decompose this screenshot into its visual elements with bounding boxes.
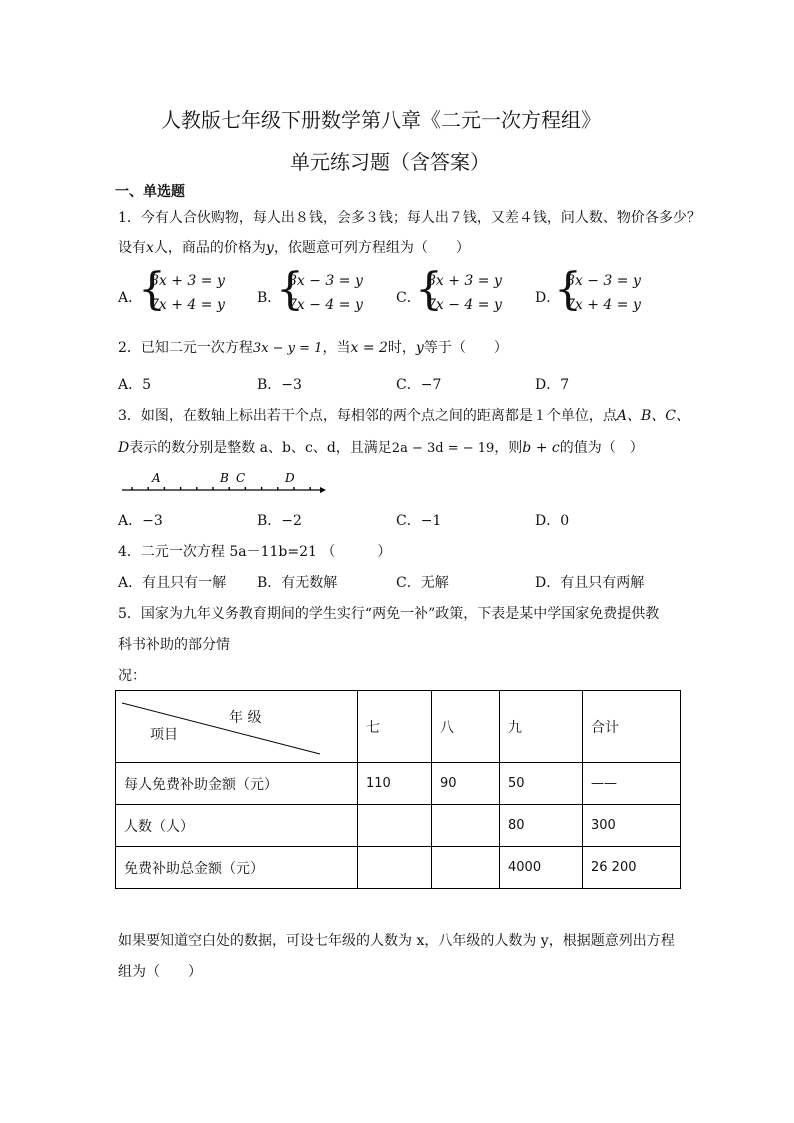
q2-text-c: 时， <box>387 340 416 356</box>
q5-after-line2: 组为（ ） <box>118 964 202 980</box>
table-header-cell: 九 <box>500 691 583 763</box>
q1-text-b: 人，商品的价格为 <box>153 240 266 256</box>
q1-option-a-eq1: 8x + 3 = y <box>150 273 225 289</box>
number-line-label-d: D <box>285 471 295 485</box>
q1-option-a-system <box>138 264 248 315</box>
q1-option-a-eq2: 7x + 4 = y <box>150 297 225 313</box>
q2-text-b: ，当 <box>322 340 351 356</box>
q4-option-d: D．有且只有两解 <box>535 575 645 591</box>
arrow-icon <box>320 487 326 493</box>
table-header-row <box>116 691 681 763</box>
q1-option-d-system <box>554 264 664 315</box>
q2-option-d: D．7 <box>535 377 570 393</box>
q3-text-c: ，则 <box>494 440 523 456</box>
q3-text-a: 3．如图，在数轴上标出若干个点，每相邻的两个点之间的距离都是１个单位，点 <box>118 408 617 424</box>
q2-condition: x = 2 <box>350 340 388 356</box>
q3-condition: 2a − 3d = − 19 <box>391 441 495 456</box>
q3-option-a: A．−3 <box>118 513 163 529</box>
table-row-label: 免费补助总金额（元） <box>116 847 358 889</box>
q1-line2 <box>118 237 470 257</box>
table-cell: 110 <box>358 763 432 805</box>
number-line-label-b: B <box>220 471 229 485</box>
table-row <box>116 847 681 889</box>
number-line-label-a: A <box>152 471 161 485</box>
q3-option-c: C．−1 <box>396 513 442 529</box>
table-cell <box>358 847 432 889</box>
q2-text-d: 等于（ ） <box>423 340 508 356</box>
q1-var-y: y <box>265 240 274 256</box>
brace-icon: { <box>276 264 304 315</box>
brace-icon: { <box>138 264 166 315</box>
q2-stem <box>118 337 508 357</box>
table-row-label: 每人免费补助金额（元） <box>116 763 358 805</box>
page-subtitle: 单元练习题（含答案） <box>290 150 490 174</box>
table-cell <box>432 805 500 847</box>
table-cell <box>358 805 432 847</box>
q2-text-a: 2．已知二元一次方程 <box>118 340 253 356</box>
q1-option-d-eq1: 8x − 3 = y <box>566 273 641 289</box>
table-cell: 300 <box>583 805 681 847</box>
q1-option-c-label: C． <box>396 290 421 306</box>
q5-after-line1: 如果要知道空白处的数据，可设七年级的人数为 x，八年级的人数为 y，根据题意列出方程 <box>118 933 675 949</box>
number-line-label-c: C <box>236 471 246 485</box>
table-cell: 4000 <box>500 847 583 889</box>
q3-line2 <box>118 437 644 457</box>
q1-option-d-eq2: 7x + 4 = y <box>566 297 641 313</box>
q1-text-c: ，依题意可列方程组为（ ） <box>273 240 470 256</box>
table-cell: 26 200 <box>583 847 681 889</box>
q1-option-b-system <box>276 264 386 315</box>
q3-option-b: B．−2 <box>257 513 302 529</box>
subsidy-table <box>115 690 681 889</box>
q3-point-d: D <box>118 440 130 456</box>
q5-line2: 科书补助的部分情 <box>118 637 230 653</box>
q3-expression: b + c <box>522 440 560 456</box>
q4-option-b: B．有无数解 <box>257 575 338 591</box>
brace-icon: { <box>554 264 582 315</box>
q4-option-c: C．无解 <box>396 575 449 591</box>
table-header-cell: 八 <box>432 691 500 763</box>
q3-line1 <box>118 405 690 425</box>
table-cell: 50 <box>500 763 583 805</box>
q4-option-a: A．有且只有一解 <box>118 575 227 591</box>
brace-icon: { <box>415 264 443 315</box>
q1-option-b-eq2: 7x − 4 = y <box>288 297 363 313</box>
q1-option-a-label: A． <box>118 290 143 306</box>
q3-points: A、B、C、 <box>616 408 691 424</box>
q1-option-c-system <box>415 264 525 315</box>
q2-option-b: B．−3 <box>257 377 302 393</box>
table-corner-bottom: 项目 <box>150 727 178 743</box>
table-cell: —— <box>583 763 681 805</box>
q3-text-d: 的值为（ ） <box>559 440 644 456</box>
q2-option-c: C．−7 <box>396 377 442 393</box>
q1-option-c-eq1: 8x + 3 = y <box>427 273 502 289</box>
table-cell: 90 <box>432 763 500 805</box>
q3-text-b: 表示的数分别是整数 a、b、c、d，且满足 <box>129 440 392 456</box>
section-heading: 一、单选题 <box>115 184 185 200</box>
number-line <box>118 468 330 498</box>
q1-option-d-label: D． <box>535 290 561 306</box>
table-cell <box>432 847 500 889</box>
q4-stem: 4．二元一次方程 5a－11b=21 （ ） <box>118 544 392 560</box>
table-header-cell: 合计 <box>583 691 681 763</box>
q2-var: y <box>415 340 424 356</box>
q1-option-b-eq1: 8x − 3 = y <box>288 273 363 289</box>
q5-line3: 况： <box>118 668 146 684</box>
q3-option-d: D．0 <box>535 513 570 529</box>
table-row <box>116 805 681 847</box>
table-corner-cell <box>116 691 358 763</box>
table-header-cell: 七 <box>358 691 432 763</box>
q1-var-x: x <box>146 240 154 256</box>
q2-equation: 3x − y = 1 <box>252 341 323 356</box>
q5-line1: 5．国家为九年义务教育期间的学生实行“两免一补”政策，下表是某中学国家免费提供教 <box>118 606 660 622</box>
page-title: 人教版七年级下册数学第八章《二元一次方程组》 <box>161 108 601 132</box>
table-row <box>116 763 681 805</box>
table-row-label: 人数（人） <box>116 805 358 847</box>
table-cell: 80 <box>500 805 583 847</box>
q1-option-b-label: B． <box>257 290 282 306</box>
q1-text-a: 设有 <box>118 240 146 256</box>
q2-option-a: A．5 <box>118 377 152 393</box>
table-corner-top: 年 级 <box>229 710 262 726</box>
q1-option-c-eq2: 7x − 4 = y <box>427 297 502 313</box>
q1-line1: 1．今有人合伙购物，每人出８钱，会多３钱；每人出７钱，又差４钱，问人数、物价各多少？ <box>118 210 701 226</box>
